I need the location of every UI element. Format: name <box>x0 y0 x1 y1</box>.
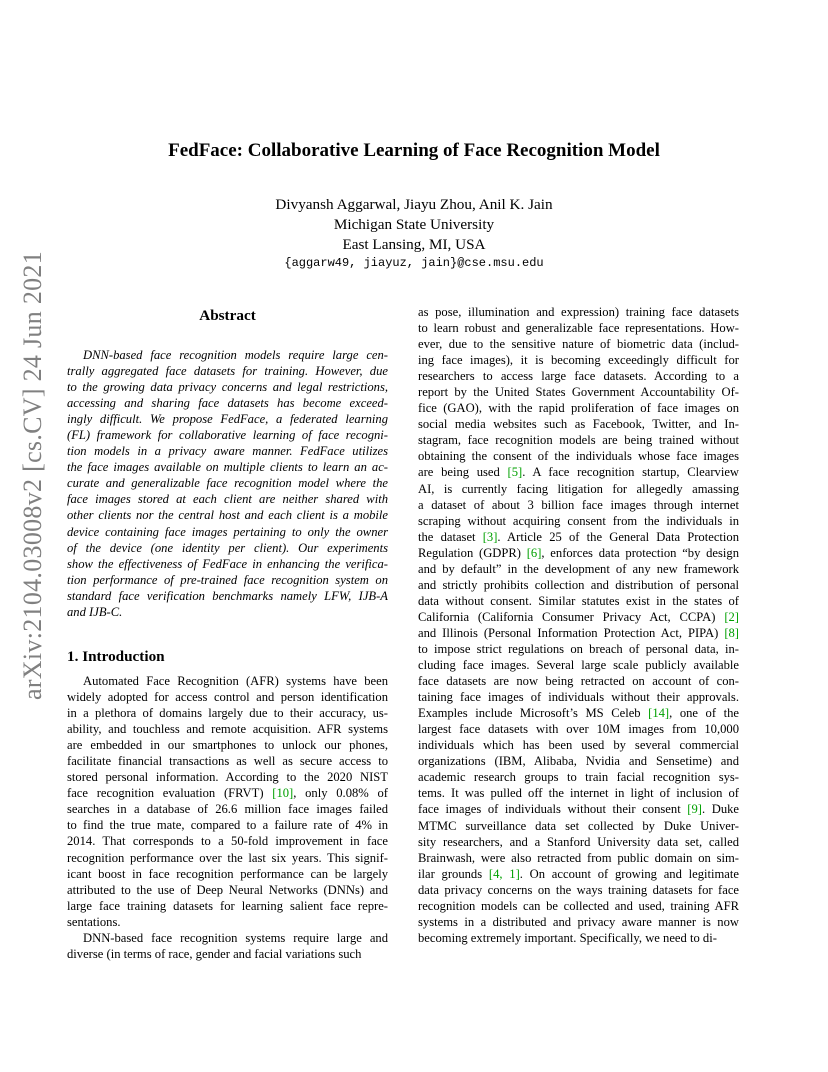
text-line: California (California Consumer Privacy Act, CCPA) [2] <box>418 609 739 624</box>
text-line: face images stored at each client are neither shared with <box>67 492 388 507</box>
text-line: searches in a database of 26.6 million face images failed <box>67 802 388 817</box>
text-line: Regulation (GDPR) [6], enforces data protection “by design <box>418 545 740 560</box>
text-line: face images of individuals without their consent [9]. Duke <box>418 802 740 817</box>
text-line: recognition models can be collected and used, training AFR <box>418 898 739 913</box>
text-line: a dataset of about 3 billion face images through internet <box>418 497 739 512</box>
text-line: to find the true mate, compared to a failure rate of 4% in <box>67 818 388 833</box>
text-line: icant boost in face recognition performance can be largely <box>67 866 388 881</box>
text-line: taining face images of individuals without their approvals. <box>418 690 739 705</box>
text-line: scraping without acquiring consent from the individuals in <box>418 513 739 528</box>
text-line: face recognition evaluation (FRVT) [10], only 0.08% of <box>67 786 388 801</box>
text-line: to learn robust and generalizable face representations. How- <box>418 321 739 336</box>
text-line: cluding face images. Several large scale publicly available <box>418 658 739 673</box>
text-line: face datasets are now being retracted on account of con- <box>418 674 739 689</box>
text-line: Examples include Microsoft’s MS Celeb [14], one of the <box>418 706 739 721</box>
text-line: trally aggregated face datasets for training. However, due <box>67 364 388 379</box>
text-line: ability, and touchless and remote acquisition. AFR systems <box>67 722 388 737</box>
text-line: report by the United States Government Accountability Of- <box>418 385 739 400</box>
text-line: curate and generalizable face recognition model where the <box>67 476 388 491</box>
text-line: Brainwash, were also retracted from public domain on sim- <box>418 850 739 865</box>
author-names: Divyansh Aggarwal, Jiayu Zhou, Anil K. Jain <box>275 196 553 213</box>
text-line: to the growing data privacy concerns and legal restrictions, <box>67 380 388 395</box>
abstract-body <box>67 347 388 620</box>
text-line: the face images available on multiple clients to learn an ac- <box>67 460 388 475</box>
text-line: largest face datasets with over 10M images from 10,000 <box>418 722 739 737</box>
text-line: widely adopted for access control and person identification <box>67 690 388 705</box>
abstract-heading: Abstract <box>199 307 256 324</box>
text-line: of the device (one identity per client). Our experiments <box>67 540 388 555</box>
text-line: diverse (in terms of race, gender and facial variations such <box>67 946 362 961</box>
text-line: attributed to the use of Deep Neural Networks (DNNs) and <box>67 882 388 897</box>
right-column-body <box>418 304 739 946</box>
section-heading-introduction: 1. Introduction <box>67 648 165 665</box>
text-line: Automated Face Recognition (AFR) systems have been <box>83 674 388 688</box>
text-line: device containing face images pertaining to only the owner <box>67 524 388 539</box>
text-line: academic research groups to train facial recognition sys- <box>418 770 739 785</box>
text-line: in a plethora of domains largely due to their accuracy, us- <box>67 706 388 721</box>
author-location: East Lansing, MI, USA <box>342 236 486 253</box>
text-line: ingly difficult. We propose FedFace, a federated learning <box>67 412 388 427</box>
author-block <box>0 195 828 255</box>
text-line: fice (GAO), with the rapid proliferation of face images on <box>418 401 739 416</box>
introduction-body <box>67 673 388 962</box>
text-line: and IJB-C. <box>67 604 123 619</box>
text-line: sentations. <box>67 914 121 929</box>
text-line: individuals which has been used by several commercial <box>418 738 739 753</box>
text-line: show the effectiveness of FedFace in enhancing the verifica- <box>67 556 388 571</box>
text-line: facilitate financial transactions as well as secure access to <box>67 754 388 769</box>
text-line: obtaining the consent of the individuals whose face images <box>418 449 739 464</box>
text-line: systems in a distributed and privacy aware manner is now <box>418 914 739 929</box>
text-line: stored personal information. According to the 2020 NIST <box>67 770 388 785</box>
text-line: MTMC surveillance data set collected by Duke Univer- <box>418 818 739 833</box>
text-line: ilar grounds [4, 1]. On account of growing and legitimate <box>418 866 739 881</box>
text-line: becoming extremely important. Specifically, we need to di- <box>418 930 717 945</box>
arxiv-identifier: arXiv:2104.03008v2 [cs.CV] 24 Jun 2021 <box>18 250 47 700</box>
text-line: (FL) framework for collaborative learning of face recogni- <box>67 428 388 443</box>
text-line: other clients nor the central host and each client is a mobile <box>67 508 388 523</box>
text-line: sity researchers, and a Stanford University data set, called <box>418 834 739 849</box>
text-line: AI, is currently facing litigation for allegedly amassing <box>418 481 739 496</box>
text-line: tion performance of pre-trained face recognition system on <box>67 572 388 587</box>
author-affiliation: Michigan State University <box>333 216 495 233</box>
text-line: researchers to access large face datasets. According to a <box>418 369 739 384</box>
text-line: data without consent. Similar statutes exist in the states of <box>418 593 739 608</box>
text-line: DNN-based face recognition models require large cen- <box>83 348 388 362</box>
text-line: are embedded in our smartphones to unlock our phones, <box>67 738 388 753</box>
text-line: organizations (IBM, Alibaba, Nvidia and Sensetime) and <box>418 754 739 769</box>
paper-title: FedFace: Collaborative Learning of Face Recognition Model <box>168 140 660 161</box>
text-line: and strictly prohibits collection and distribution of personal <box>418 577 739 592</box>
text-line: tion models in a privacy aware manner. FedFace utilizes <box>67 444 388 459</box>
author-email: {aggarw49, jiayuz, jain}@cse.msu.edu <box>284 256 544 270</box>
text-line: recognition performance over the last six years. This signif- <box>67 850 388 865</box>
text-line: ing face images), it is becoming exceedingly difficult for <box>418 353 739 368</box>
text-line: to impose strict regulations on breach of personal data, in- <box>418 641 739 656</box>
text-line: and by default” in the development of any new framework <box>418 561 739 576</box>
text-line: standard face verification benchmarks namely LFW, IJB-A <box>67 588 388 603</box>
text-line: ever, due to the sensitive nature of biometric data (includ- <box>418 337 739 352</box>
text-line: DNN-based face recognition systems require large and <box>83 930 388 945</box>
text-line: stagram, face recognition models are being trained without <box>418 433 739 448</box>
text-line: and Illinois (Personal Information Protection Act, PIPA) [8] <box>418 625 739 640</box>
text-line: tems. It was pulled off the internet in light of inclusion of <box>418 786 739 801</box>
text-line: data privacy concerns on the ways training datasets for face <box>418 882 739 897</box>
text-line: social media websites such as Facebook, Twitter, and In- <box>418 417 739 432</box>
text-line: as pose, illumination and expression) training face datasets <box>418 305 739 319</box>
text-line: the dataset [3]. Article 25 of the General Data Protection <box>418 529 739 544</box>
text-line: accessing and sharing face datasets has become exceed- <box>67 396 388 411</box>
text-line: 2014. That corresponds to a 50-fold improvement in face <box>67 834 388 849</box>
text-line: are being used [5]. A face recognition startup, Clearview <box>418 465 739 480</box>
text-line: large face training datasets for learning salient face repre- <box>67 898 388 913</box>
